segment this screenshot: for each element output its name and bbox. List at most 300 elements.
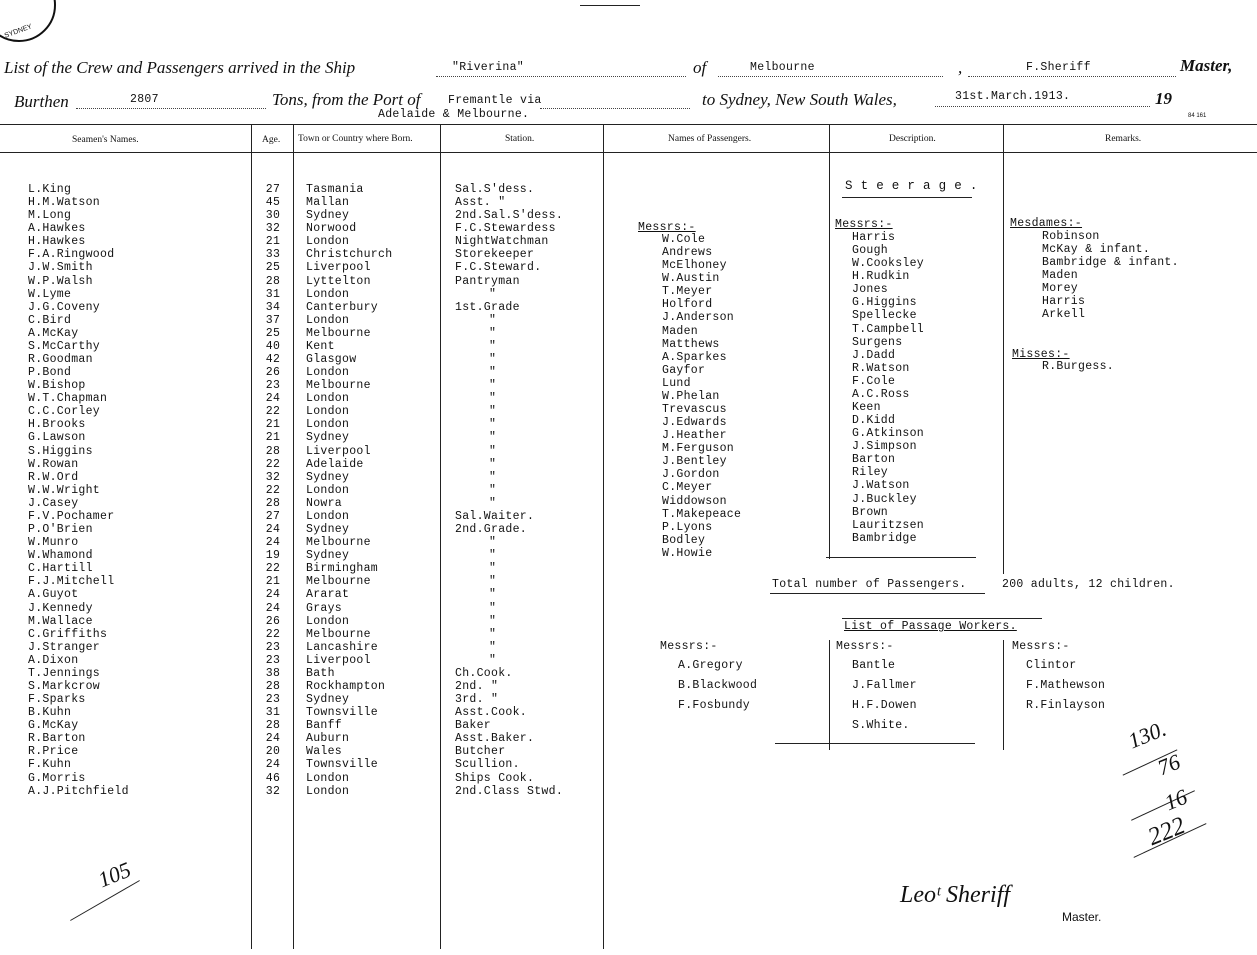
crew-name: R.Price xyxy=(28,745,79,759)
crew-station: " xyxy=(489,653,497,667)
crew-station: Baker xyxy=(455,719,492,733)
crew-name: A.Hawkes xyxy=(28,222,86,236)
passenger-name: Morey xyxy=(1042,282,1079,296)
crew-name: C.C.Corley xyxy=(28,405,101,419)
crew-name: M.Wallace xyxy=(28,614,93,628)
crew-station: " xyxy=(489,431,497,445)
crew-station: " xyxy=(489,379,497,393)
workers-col1-list xyxy=(678,656,757,716)
handwritten-number: 105 xyxy=(94,856,135,893)
workers-end-rule xyxy=(775,743,975,744)
worker-name: J.Fallmer xyxy=(852,679,917,692)
crew-station: 1st.Grade xyxy=(455,300,520,314)
crew-age: 28 xyxy=(265,444,281,458)
crew-age: 31 xyxy=(265,706,281,720)
crew-age: 21 xyxy=(265,431,281,445)
crew-name: M.Long xyxy=(28,209,72,223)
passenger-col1-heading: Messrs:- xyxy=(638,221,696,234)
crew-age: 24 xyxy=(265,523,281,537)
col-divider xyxy=(251,124,252,949)
crew-name: R.Barton xyxy=(28,732,86,746)
crew-birthplace: Liverpool xyxy=(306,261,371,275)
workers-col3-list xyxy=(1026,656,1105,716)
crew-birthplace: Canterbury xyxy=(306,300,379,314)
crew-birthplace: Townsville xyxy=(306,758,379,772)
worker-name: F.Fosbundy xyxy=(678,699,751,712)
passenger-col3-heading: Mesdames:- xyxy=(1010,217,1083,230)
passenger-col1-list xyxy=(662,233,741,560)
passenger-name: A.C.Ross xyxy=(852,387,910,401)
crew-name: C.Hartill xyxy=(28,562,93,576)
col-divider xyxy=(1003,124,1004,574)
signature-master-label: Master. xyxy=(1062,910,1102,924)
passenger-name: J.Heather xyxy=(662,429,727,443)
crew-birthplace: Norwood xyxy=(306,222,357,236)
crew-name: J.Casey xyxy=(28,496,79,510)
crew-age: 34 xyxy=(265,300,281,314)
crew-age: 22 xyxy=(265,627,281,641)
crew-station: " xyxy=(489,326,497,340)
crew-age: 24 xyxy=(265,601,281,615)
stamp-text: SYDNEY xyxy=(3,23,34,40)
passenger-name: Harris xyxy=(852,231,896,244)
passenger-name: Holford xyxy=(662,298,713,312)
crew-age: 28 xyxy=(265,679,281,693)
crew-birthplace: Liverpool xyxy=(306,444,371,458)
passenger-name: H.Rudkin xyxy=(852,270,910,284)
crew-name: J.G.Coveny xyxy=(28,300,101,314)
crew-name: C.Griffiths xyxy=(28,627,108,641)
crew-age: 24 xyxy=(265,392,281,406)
col-divider xyxy=(603,124,604,949)
crew-station: Asst.Baker. xyxy=(455,732,535,746)
crew-birthplace: Birmingham xyxy=(306,562,379,576)
crew-name: R.Goodman xyxy=(28,353,93,367)
passenger-name: J.Edwards xyxy=(662,416,727,430)
passenger-name: G.Higgins xyxy=(852,296,917,310)
col-divider xyxy=(293,124,294,949)
passenger-name: W.Howie xyxy=(662,546,713,560)
tons-from-label: Tons, from the Port of xyxy=(272,90,421,109)
header-title: List of the Crew and Passengers arrived in the Ship xyxy=(4,58,356,77)
crew-birthplace: Rockhampton xyxy=(306,679,386,693)
crew-name: W.Lyme xyxy=(28,287,72,301)
crew-age: 26 xyxy=(265,614,281,628)
crew-birthplace: Melbourne xyxy=(306,627,371,641)
crew-age: 28 xyxy=(265,496,281,510)
passenger-col2-list xyxy=(852,231,924,545)
crew-age: 37 xyxy=(265,313,281,327)
crew-name: S.Markcrow xyxy=(28,679,101,693)
crew-birthplace: Lyttelton xyxy=(306,274,371,288)
passenger-name: T.Campbell xyxy=(852,322,925,336)
crew-name: F.V.Pochamer xyxy=(28,509,115,523)
crew-name: F.Kuhn xyxy=(28,758,72,772)
master-name: F.Sheriff xyxy=(1026,61,1091,74)
crew-age: 22 xyxy=(265,562,281,576)
worker-name: Bantle xyxy=(852,659,896,672)
crew-names-list xyxy=(28,183,129,798)
crew-name: W.Munro xyxy=(28,536,79,550)
crew-birthplace: Sydney xyxy=(306,549,350,563)
crew-birthplace: Liverpool xyxy=(306,653,371,667)
crew-birthplace: Adelaide xyxy=(306,457,364,471)
workers-title: List of Passage Workers. xyxy=(844,620,1017,633)
crew-name: W.Rowan xyxy=(28,457,79,471)
passenger-name: D.Kidd xyxy=(852,414,896,428)
master-signature: Leoᵗ Sheriff xyxy=(900,882,1011,908)
passenger-name: Riley xyxy=(852,466,889,480)
passenger-name: M.Ferguson xyxy=(662,442,735,456)
crew-age: 28 xyxy=(265,719,281,733)
crew-birthplace: London xyxy=(306,784,350,798)
crew-birthplace: London xyxy=(306,483,350,497)
crew-birthplace: Sydney xyxy=(306,693,350,707)
crew-station: Sal.S'dess. xyxy=(455,183,535,196)
crew-age: 21 xyxy=(265,418,281,432)
passenger-name: J.Anderson xyxy=(662,311,735,325)
crew-birthplace: Christchurch xyxy=(306,248,393,262)
crew-station: F.C.Steward. xyxy=(455,261,542,275)
passenger-name: A.Sparkes xyxy=(662,350,727,364)
crew-name: T.Jennings xyxy=(28,666,101,680)
col-divider xyxy=(440,124,441,949)
crew-birthplace: Auburn xyxy=(306,732,350,746)
crew-name: G.McKay xyxy=(28,719,79,733)
crew-name: H.Brooks xyxy=(28,418,86,432)
crew-station: 2nd.Grade. xyxy=(455,523,528,537)
tally-3: 16 xyxy=(1160,783,1191,816)
crew-born-list xyxy=(306,183,392,798)
tally-1: 130. xyxy=(1124,715,1170,754)
crew-name: S.McCarthy xyxy=(28,339,101,353)
crew-station: F.C.Stewardess xyxy=(455,222,556,236)
crew-name: A.J.Pitchfield xyxy=(28,784,129,798)
crew-age: 42 xyxy=(265,353,281,367)
crew-station: 2nd. " xyxy=(455,679,499,693)
crew-name: G.Lawson xyxy=(28,431,86,445)
crew-station: Butcher xyxy=(455,745,506,759)
crew-station: " xyxy=(489,627,497,641)
crew-birthplace: Nowra xyxy=(306,496,343,510)
tally-total: 222 xyxy=(1144,811,1190,852)
crew-station: " xyxy=(489,470,497,484)
passenger-name: Matthews xyxy=(662,337,720,351)
passenger-name: W.Cooksley xyxy=(852,257,925,271)
total-passengers-value: 200 adults, 12 children. xyxy=(1002,578,1175,591)
crew-age: 33 xyxy=(265,248,281,262)
crew-age: 19 xyxy=(265,549,281,563)
crew-station: " xyxy=(489,562,497,576)
worker-name: R.Finlayson xyxy=(1026,699,1106,712)
crew-name: H.M.Watson xyxy=(28,196,101,210)
crew-station: Asst. " xyxy=(455,196,506,210)
passenger-name: Maden xyxy=(1042,269,1079,283)
crew-birthplace: Townsville xyxy=(306,706,379,720)
crew-age: 23 xyxy=(265,640,281,654)
tally-2: 76 xyxy=(1153,748,1184,781)
crew-name: J.Stranger xyxy=(28,640,101,654)
passenger-name: F.Cole xyxy=(852,374,896,388)
crew-age: 24 xyxy=(265,758,281,772)
passenger-name: P.Lyons xyxy=(662,520,713,534)
total-passengers-label: Total number of Passengers. xyxy=(772,578,967,591)
crew-age: 24 xyxy=(265,536,281,550)
crew-birthplace: London xyxy=(306,405,350,419)
passenger-name: Lund xyxy=(662,376,691,390)
crew-birthplace: Melbourne xyxy=(306,326,371,340)
crew-age: 46 xyxy=(265,771,281,785)
workers-col2-list xyxy=(852,656,917,736)
crew-name: W.P.Walsh xyxy=(28,274,93,288)
crew-name: R.W.Ord xyxy=(28,470,79,484)
passenger-name: Jones xyxy=(852,283,889,297)
crew-name: F.A.Ringwood xyxy=(28,248,115,262)
worker-name: Clintor xyxy=(1026,659,1077,672)
crew-age: 22 xyxy=(265,483,281,497)
crew-name: W.W.Wright xyxy=(28,483,101,497)
passenger-name: J.Dadd xyxy=(852,348,896,362)
passenger-name: Maden xyxy=(662,324,699,338)
crew-age: 21 xyxy=(265,575,281,589)
crew-age: 31 xyxy=(265,287,281,301)
crew-name: A.McKay xyxy=(28,326,79,340)
passenger-name: Bodley xyxy=(662,533,706,547)
crew-station: " xyxy=(489,339,497,353)
passenger-misses-list xyxy=(1042,360,1114,373)
date: 31st.March.1913. xyxy=(955,90,1071,103)
crew-station: " xyxy=(489,405,497,419)
col-divider xyxy=(1003,640,1004,750)
crew-name: L.King xyxy=(28,183,72,196)
passenger-misses-heading: Misses:- xyxy=(1012,348,1070,361)
from-port: Fremantle via xyxy=(448,94,542,107)
col-header-born: Town or Country where Born. xyxy=(298,134,413,144)
col-header-remarks: Remarks. xyxy=(1105,134,1142,144)
passenger-col2-heading: Messrs:- xyxy=(835,218,893,231)
crew-station: " xyxy=(489,444,497,458)
crew-station: Pantryman xyxy=(455,274,520,288)
col-divider xyxy=(829,124,830,559)
crew-birthplace: London xyxy=(306,313,350,327)
total-underline xyxy=(770,593,985,594)
crew-station: Ch.Cook. xyxy=(455,666,513,680)
crew-birthplace: Melbourne xyxy=(306,536,371,550)
crew-birthplace: Bath xyxy=(306,666,335,680)
crew-station: " xyxy=(489,614,497,628)
crew-station: " xyxy=(489,287,497,301)
year: 19 xyxy=(1155,89,1172,108)
crew-station: 2nd.Sal.S'dess. xyxy=(455,209,564,223)
passenger-name: W.Cole xyxy=(662,233,706,246)
crew-name: W.T.Chapman xyxy=(28,392,108,406)
crew-age: 23 xyxy=(265,379,281,393)
passenger-name: McKay & infant. xyxy=(1042,243,1151,257)
crew-birthplace: Kent xyxy=(306,339,335,353)
crew-birthplace: Ararat xyxy=(306,588,350,602)
crew-name: B.Kuhn xyxy=(28,706,72,720)
ship-name: "Riverina" xyxy=(452,61,525,74)
crew-age: 32 xyxy=(265,784,281,798)
workers-col3-heading: Messrs:- xyxy=(1012,640,1070,653)
crew-birthplace: London xyxy=(306,614,350,628)
passenger-name: T.Makepeace xyxy=(662,507,742,521)
crew-birthplace: London xyxy=(306,771,350,785)
master-label: Master, xyxy=(1180,56,1233,75)
crew-age: 45 xyxy=(265,196,281,210)
form-number: 84 161 xyxy=(1188,113,1207,119)
crew-age: 21 xyxy=(265,235,281,249)
workers-col1-heading: Messrs:- xyxy=(660,640,718,653)
burthen-value: 2807 xyxy=(130,93,159,106)
crew-station: Asst.Cook. xyxy=(455,706,528,720)
worker-name: F.Mathewson xyxy=(1026,679,1106,692)
crew-name: P.O'Brien xyxy=(28,523,93,537)
workers-col2-heading: Messrs:- xyxy=(836,640,894,653)
workers-rule xyxy=(842,618,1042,619)
crew-birthplace: Sydney xyxy=(306,470,350,484)
crew-age: 22 xyxy=(265,405,281,419)
crew-birthplace: London xyxy=(306,235,350,249)
col-header-age: Age. xyxy=(262,135,281,145)
crew-birthplace: Tasmania xyxy=(306,183,364,196)
crew-name: P.Bond xyxy=(28,366,72,380)
passenger-name: G.Atkinson xyxy=(852,427,925,441)
crew-birthplace: London xyxy=(306,287,350,301)
crew-birthplace: London xyxy=(306,509,350,523)
passenger-name: W.Austin xyxy=(662,272,720,286)
passenger-name: Bambridge & infant. xyxy=(1042,256,1179,270)
crew-station: Sal.Waiter. xyxy=(455,509,535,523)
crew-age: 38 xyxy=(265,666,281,680)
crew-birthplace: Lancashire xyxy=(306,640,379,654)
crew-age: 32 xyxy=(265,222,281,236)
passenger-name: R.Watson xyxy=(852,361,910,375)
passenger-name: W.Phelan xyxy=(662,389,720,403)
passenger-name: Trevascus xyxy=(662,403,727,417)
crew-age: 23 xyxy=(265,693,281,707)
crew-birthplace: Glasgow xyxy=(306,353,357,367)
crew-birthplace: Sydney xyxy=(306,209,350,223)
crew-station: " xyxy=(489,588,497,602)
passenger-col3-list xyxy=(1042,230,1179,322)
crew-birthplace: Melbourne xyxy=(306,575,371,589)
crew-station-list xyxy=(455,183,595,798)
crew-station: 3rd. " xyxy=(455,693,499,707)
from-port-2: Adelaide & Melbourne. xyxy=(378,108,530,121)
crew-age: 25 xyxy=(265,326,281,340)
passenger-name: Gough xyxy=(852,244,889,258)
crew-birthplace: Sydney xyxy=(306,431,350,445)
table-header-rule xyxy=(0,152,1257,153)
passenger-name: J.Gordon xyxy=(662,468,720,482)
passenger-name: Gayfor xyxy=(662,363,706,377)
comma: , xyxy=(958,58,963,77)
crew-age: 27 xyxy=(265,183,281,196)
passenger-name: Widdowson xyxy=(662,494,727,508)
passenger-name: Arkell xyxy=(1042,308,1086,322)
worker-name: S.White. xyxy=(852,719,910,732)
crew-name: W.Whamond xyxy=(28,549,93,563)
crew-birthplace: Mallan xyxy=(306,196,350,210)
col-header-names: Seamen's Names. xyxy=(72,135,139,145)
crew-age: 28 xyxy=(265,274,281,288)
crew-age: 40 xyxy=(265,339,281,353)
passenger-name: McElhoney xyxy=(662,259,727,273)
crew-station: NightWatchman xyxy=(455,235,549,249)
crew-name: F.Sparks xyxy=(28,693,86,707)
crew-name: H.Hawkes xyxy=(28,235,86,249)
crew-age: 23 xyxy=(265,653,281,667)
crew-station: " xyxy=(489,392,497,406)
top-mark xyxy=(580,5,640,6)
burthen-label: Burthen xyxy=(14,92,69,111)
crew-station: 2nd.Class Stwd. xyxy=(455,784,564,798)
crew-station: " xyxy=(489,483,497,497)
passenger-name: T.Meyer xyxy=(662,285,713,299)
passenger-name: J.Watson xyxy=(852,479,910,493)
crew-name: W.Bishop xyxy=(28,379,86,393)
worker-name: A.Gregory xyxy=(678,659,743,672)
col-header-description: Description. xyxy=(889,134,936,144)
passenger-name: J.Simpson xyxy=(852,440,917,454)
crew-station: " xyxy=(489,366,497,380)
crew-birthplace: Sydney xyxy=(306,523,350,537)
crew-station: " xyxy=(489,418,497,432)
crew-station: " xyxy=(489,353,497,367)
crew-name: F.J.Mitchell xyxy=(28,575,115,589)
crew-station: " xyxy=(489,457,497,471)
crew-age: 20 xyxy=(265,745,281,759)
crew-birthplace: Wales xyxy=(306,745,343,759)
crew-station: " xyxy=(489,313,497,327)
passenger-name: Keen xyxy=(852,401,881,415)
crew-age: 32 xyxy=(265,470,281,484)
steerage-title: S t e e r a g e . xyxy=(845,179,978,193)
crew-birthplace: Grays xyxy=(306,601,343,615)
crew-station: " xyxy=(489,549,497,563)
crew-age: 26 xyxy=(265,366,281,380)
crew-age: 25 xyxy=(265,261,281,275)
crew-birthplace: Melbourne xyxy=(306,379,371,393)
worker-name: B.Blackwood xyxy=(678,679,758,692)
passenger-name: Harris xyxy=(1042,295,1086,309)
crew-birthplace: London xyxy=(306,392,350,406)
crew-station: " xyxy=(489,536,497,550)
crew-age: 24 xyxy=(265,588,281,602)
passenger-name: C.Meyer xyxy=(662,481,713,495)
worker-name: H.F.Dowen xyxy=(852,699,917,712)
crew-station: Ships Cook. xyxy=(455,771,535,785)
crew-name: J.Kennedy xyxy=(28,601,93,615)
to-label: to Sydney, New South Wales, xyxy=(702,90,897,109)
crew-station: " xyxy=(489,496,497,510)
passenger-name: R.Burgess. xyxy=(1042,360,1115,373)
passenger-name: Brown xyxy=(852,505,889,519)
passenger-name: Lauritzsen xyxy=(852,518,925,532)
crew-birthplace: London xyxy=(306,366,350,380)
col-header-station: Station. xyxy=(505,134,535,144)
crew-age: 27 xyxy=(265,509,281,523)
crew-name: S.Higgins xyxy=(28,444,93,458)
crew-station: " xyxy=(489,640,497,654)
crew-birthplace: London xyxy=(306,418,350,432)
passenger-name: Barton xyxy=(852,453,896,467)
crew-birthplace: Banff xyxy=(306,719,343,733)
passenger-name: Robinson xyxy=(1042,230,1100,243)
crew-name: G.Morris xyxy=(28,771,86,785)
crew-name: A.Dixon xyxy=(28,653,79,667)
